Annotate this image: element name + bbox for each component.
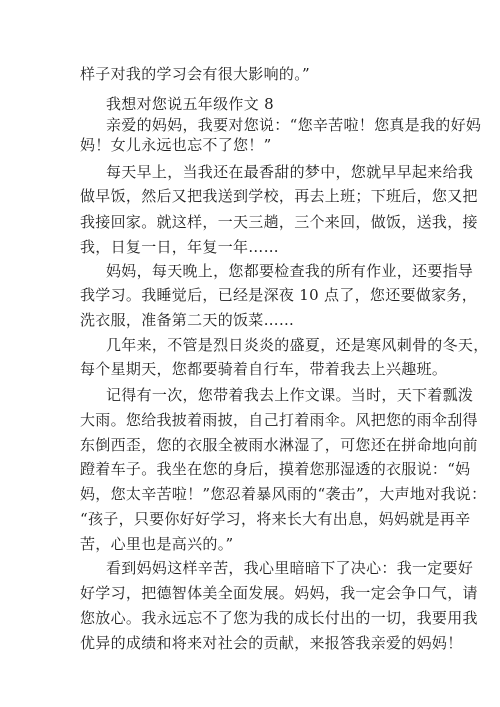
text-line: “孩子，只要你好好学习，将来长大有出息，妈妈就是再辛 (80, 510, 471, 528)
text-line: 每天早上，当我还在最香甜的梦中，您就早早起来给我 (106, 163, 474, 181)
text-line: 好学习，把德智体美全面发展。妈妈，我一定会争口气，请 (80, 584, 478, 602)
text-line: 几年来，不管是烈日炎炎的盛夏，还是寒风刺骨的冬天， (106, 336, 489, 354)
text-line: 看到妈妈这样辛苦，我心里暗暗下了决心：我一定要好 (106, 559, 474, 577)
text-line: 每个星期天，您都要骑着自行车，带着我去上兴趣班。 (80, 360, 448, 378)
text-line: 您放心。我永远忘不了您为我的成长付出的一切，我要用我 (80, 609, 478, 627)
text-line: 妈！女儿永远也忘不了您！” (80, 136, 272, 154)
text-line: 优异的成绩和将来对社会的贡献，来报答我亲爱的妈妈！ (80, 634, 463, 652)
text-line: 东倒西歪，您的衣服全被雨水淋湿了，可您还在拼命地向前 (80, 436, 478, 454)
text-line: 我，日复一日，年复一年…… (80, 238, 279, 256)
text-line: 记得有一次，您带着我去上作文课。当时，天下着瓢泼 (106, 386, 474, 404)
essay-title: 我想对您说五年级作文 8 (106, 95, 274, 113)
text-line: 妈妈，每天晚上，您都要检查我的所有作业，还要指导 (106, 262, 474, 280)
text-line: 我学习。我睡觉后，已经是深夜 10 点了，您还要做家务， (80, 286, 478, 304)
text-line: 亲爱的妈妈，我要对您说：“您辛苦啦！您真是我的好妈 (106, 116, 482, 134)
text-line: 妈，您太辛苦啦！”您忍着暴风雨的“袭击”，大声地对我说： (80, 485, 487, 503)
text-line: 蹬着车子。我坐在您的身后，摸着您那湿透的衣服说：“妈 (80, 460, 471, 478)
text-line: 我接回家。就这样，一天三趟，三个来回，做饭，送我，接 (80, 213, 478, 231)
text-line: 苦，心里也是高兴的。” (80, 535, 234, 553)
text-line: 大雨。您给我披着雨披，自己打着雨伞。风把您的雨伞刮得 (80, 411, 478, 429)
text-line: 样子对我的学习会有很大影响的。” (80, 65, 310, 83)
text-line: 洗衣服，准备第二天的饭菜…… (80, 311, 295, 329)
text-line: 做早饭，然后又把我送到学校，再去上班；下班后，您又把 (80, 187, 478, 205)
